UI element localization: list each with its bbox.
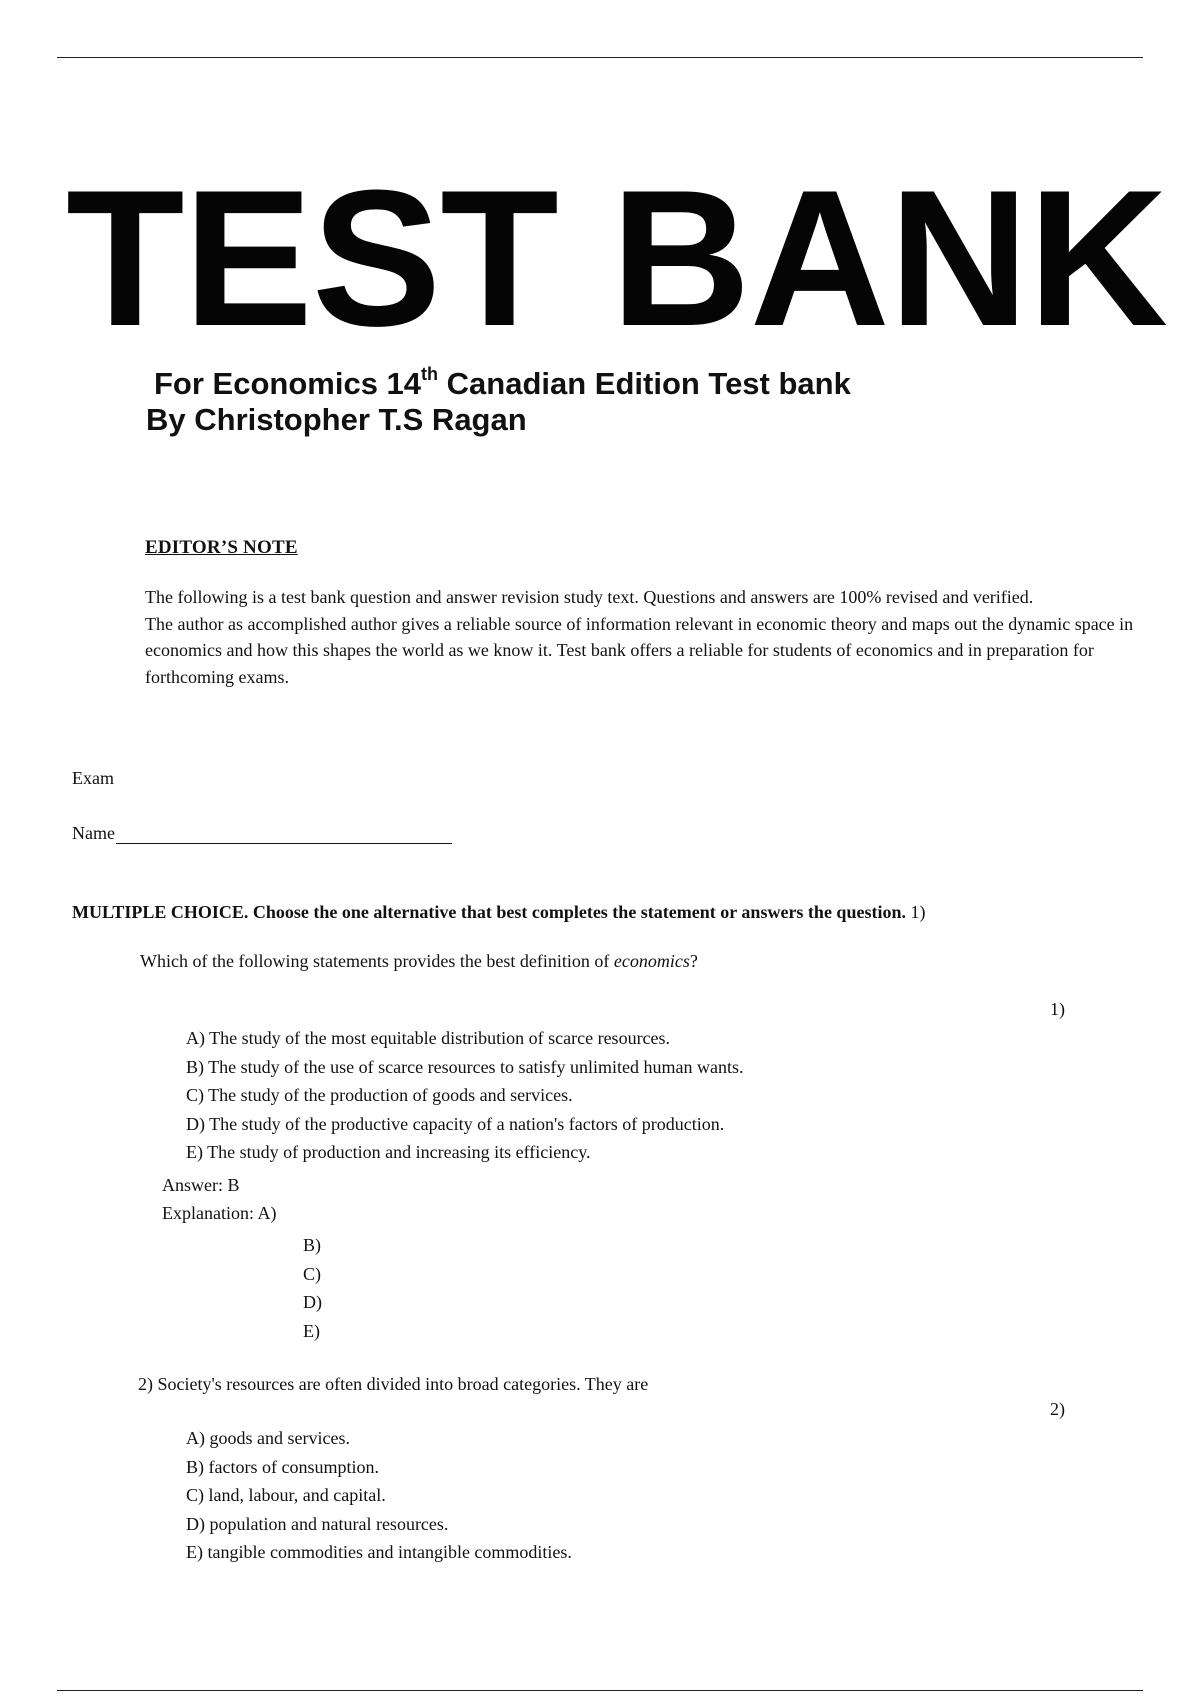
question-2-option-d: D) population and natural resources.	[186, 1513, 449, 1534]
instructions-text: MULTIPLE CHOICE. Choose the one alternative that best completes the statement or answers the question.	[72, 902, 906, 922]
question-1-stem-text: Which of the following statements provides the best definition of	[140, 951, 614, 971]
explanation-letter-e: E)	[303, 1320, 320, 1341]
question-1-option-d: D) The study of the productive capacity of a nation's factors of production.	[186, 1113, 725, 1134]
question-2-option-e: E) tangible commodities and intangible commodities.	[186, 1542, 572, 1562]
editor-note-body	[145, 584, 1145, 690]
name-blank-line	[116, 824, 452, 844]
question-1-stem	[140, 951, 698, 972]
question-2-option-a: A) goods and services.	[186, 1428, 350, 1448]
question-1-option-b: B) The study of the use of scarce resources to satisfy unlimited human wants.	[186, 1056, 744, 1077]
question-1-option-c: C) The study of the production of goods and services.	[186, 1085, 573, 1105]
question-1-explanation-letters	[303, 1231, 322, 1345]
book-title-superscript: th	[421, 363, 439, 384]
editor-note-paragraph-2: The author as accomplished author gives a reliable source of information relevant in economic theory and maps out the dynamic space in economics and how this shapes the world as we know it. Test bank offers a reliable for students of economics and in preparation for forthcoming exams.	[145, 613, 1134, 687]
test-bank-title: TEST BANK	[66, 150, 1168, 367]
name-label: Name	[72, 823, 115, 843]
editor-note-heading: EDITOR’S NOTE	[145, 537, 298, 558]
explanation-letter-b: B)	[303, 1235, 321, 1255]
question-1-stem-emphasis: economics	[613, 951, 690, 971]
book-title-post: Canadian Edition Test bank	[438, 366, 851, 401]
exam-label: Exam	[72, 768, 114, 788]
explanation-letter-c: C)	[303, 1263, 321, 1284]
question-2-option-c: C) land, labour, and capital.	[186, 1485, 386, 1505]
question-2-number: 2)	[1050, 1399, 1065, 1419]
book-title	[154, 363, 851, 402]
multiple-choice-instructions	[72, 902, 925, 923]
name-field	[72, 823, 452, 844]
question-1-option-a: A) The study of the most equitable distribution of scarce resources.	[186, 1028, 671, 1048]
book-author: By Christopher T.S Ragan	[146, 402, 527, 437]
book-title-pre: For Economics 14	[154, 366, 422, 401]
top-rule	[57, 57, 1143, 58]
question-1-answer: Answer: B	[162, 1175, 240, 1195]
question-1-option-e: E) The study of production and increasing its efficiency.	[186, 1142, 591, 1162]
explanation-letter-d: D)	[303, 1292, 322, 1312]
question-2-option-b: B) factors of consumption.	[186, 1456, 379, 1477]
question-2-options	[186, 1424, 572, 1567]
question-1-number: 1)	[1050, 999, 1065, 1019]
editor-note-paragraph-1: The following is a test bank question and answer revision study text. Questions and answers are 100% revised and verified.	[145, 587, 1034, 607]
instructions-question-number: 1)	[910, 902, 926, 922]
question-1-options	[186, 1024, 744, 1167]
question-1-stem-end: ?	[689, 951, 698, 971]
bottom-rule	[57, 1690, 1143, 1691]
question-1-explanation: Explanation: A)	[162, 1203, 277, 1223]
question-2-stem: 2) Society's resources are often divided into broad categories. They are	[138, 1374, 649, 1394]
